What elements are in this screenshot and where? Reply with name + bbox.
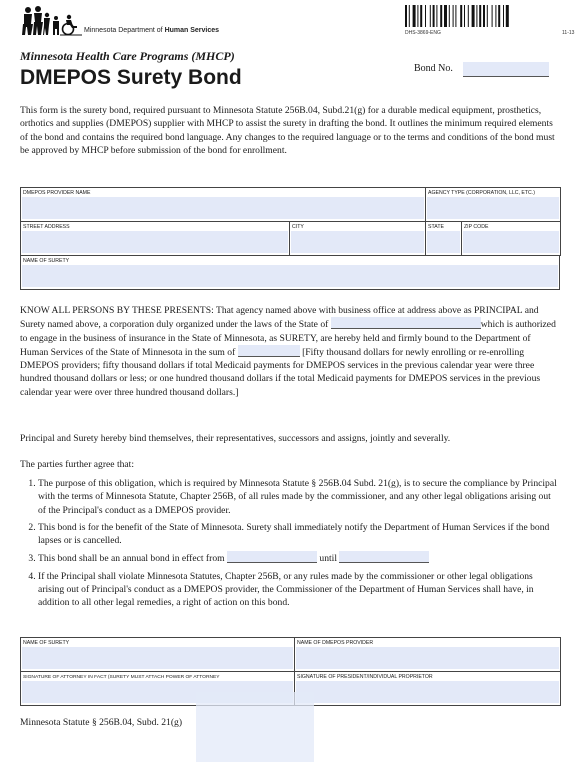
zip-cell [462,222,561,256]
provider-info-table [20,187,561,222]
state-input[interactable] [427,231,460,253]
sig-surety-name-input[interactable] [22,647,293,669]
list-item: 1. The purpose of this obligation, which is required by Minnesota Statute § 256B.04 Subd. 21(g), is to secure the compliance by Principal with the terms of Minnesota Statute, Chapter 256B, of all rules made by the commissioner, and any other legal obligations arising out of the Principal's conduct as a DMEPOS provider. [38,477,560,517]
city-label: CITY [292,224,304,230]
provider-name-cell [21,188,426,222]
surety-name-label: NAME OF SURETY [23,258,70,264]
sig-provider-name-label: NAME OF DMEPOS PROVIDER [297,640,374,646]
agree-intro: The parties further agree that: [20,459,135,470]
form-code: DHS-3869-ENG [405,30,441,36]
president-signature-cell [295,672,561,706]
barcode-icon [405,5,549,27]
list-item: 2. This bond is for the benefit of the State of Minnesota. Surety shall immediately notify the Department of Human Services if the bond lapses or is cancelled. [38,521,560,548]
state-label: STATE [428,224,444,230]
page-title: DMEPOS Surety Bond [20,66,242,89]
president-signature-input[interactable] [296,681,559,703]
agreement-list [20,477,560,614]
signature-date-input[interactable] [196,692,314,762]
effective-until-input[interactable] [339,551,429,563]
bond-sum-input[interactable] [238,345,300,357]
agency-type-cell [426,188,561,222]
effective-from-input[interactable] [227,551,317,563]
bond-number-label: Bond No. [414,63,453,74]
address-table [20,221,561,256]
agency-type-input[interactable] [427,197,559,219]
sig-surety-name-label: NAME OF SURETY [23,640,70,646]
state-cell [426,222,462,256]
bond-number-input[interactable] [463,62,549,77]
list-item: 4. If the Principal shall violate Minnesota Statutes, Chapter 256B, or any rules made by the commissioner or other legal obligations arising out of Principal's conduct as a DMEPOS provider, the Commissioner of the Department of Human Services shall have, in addition to all other legal remedies, a right of action on this bond. [38,570,560,610]
know-all-paragraph: KNOW ALL PERSONS BY THESE PRESENTS: That agency named above with business office at address above as PRINCIPAL and Surety named above, a corporation duly organized under the laws of the State of which is authorized to engage in the business of insurance in the State of Minnesota, as SURETY, are hereby held and firmly bound to the Department of Human Services of the State of Minnesota in the sum of [Fifty thousand dollars for newly enrolling or re-enrolling DMEPOS providers; fifty thousand dollars if total Medicaid payments for DMEPOS services in the previous calendar year were three hundred thousand dollars or less; or one hundred thousand dollars if the total Medicaid payments for DMEPOS services in the previous calendar year were over three hundred thousand dollars.] [20,305,556,398]
list-item: 3. This bond shall be an annual bond in effect from until [38,551,560,565]
surety-table [20,255,560,290]
zip-code-label: ZIP CODE [464,224,489,230]
program-subtitle: Minnesota Health Care Programs (MHCP) [20,49,235,63]
provider-name-label: DMEPOS PROVIDER NAME [23,190,91,196]
city-cell [290,222,426,256]
sig-surety-name-cell [21,638,295,672]
intro-paragraph: This form is the surety bond, required pursuant to Minnesota Statute 256B.04, Subd.21(g) for a durable medical equipment, prosthetics, orthotics and supplies (DMEPOS) supplier with MHCP to assist the surety in drafting the bond. It outlines the minimum required elements of the bond and contains the required bond language. Any changes to the required language or to the terms and conditions of the bond must be approved by MHCP before submission of the bond for enrollment. [20,105,555,156]
street-address-input[interactable] [22,231,288,253]
president-signature-label: SIGNATURE OF PRESIDENT/INDIVIDUAL PROPRIETOR [297,674,433,680]
state-of-organization-input[interactable] [331,317,481,329]
department-name: Minnesota Department of Human Services [84,27,220,34]
mn-dhs-logo-icon [20,6,82,36]
attorney-signature-label: SIGNATURE OF ATTORNEY IN FACT (SURETY MUST ATTACH POWER OF ATTORNEY [23,675,220,680]
agency-type-label: AGENCY TYPE (CORPORATION, LLC, ETC.) [428,190,535,196]
zip-code-input[interactable] [463,231,559,253]
bind-paragraph: Principal and Surety hereby bind themselves, their representatives, successors and assigns, jointly and severally. [20,433,451,444]
provider-name-input[interactable] [22,197,424,219]
sig-provider-name-input[interactable] [296,647,559,669]
surety-name-input[interactable] [22,265,558,287]
form-revision-date: 11-13 [562,30,575,36]
city-input[interactable] [291,231,424,253]
footer-statute: Minnesota Statute § 256B.04, Subd. 21(g) [20,717,183,728]
sig-provider-name-cell [295,638,561,672]
street-address-label: STREET ADDRESS [23,224,70,230]
surety-name-cell [21,256,560,290]
street-cell [21,222,290,256]
